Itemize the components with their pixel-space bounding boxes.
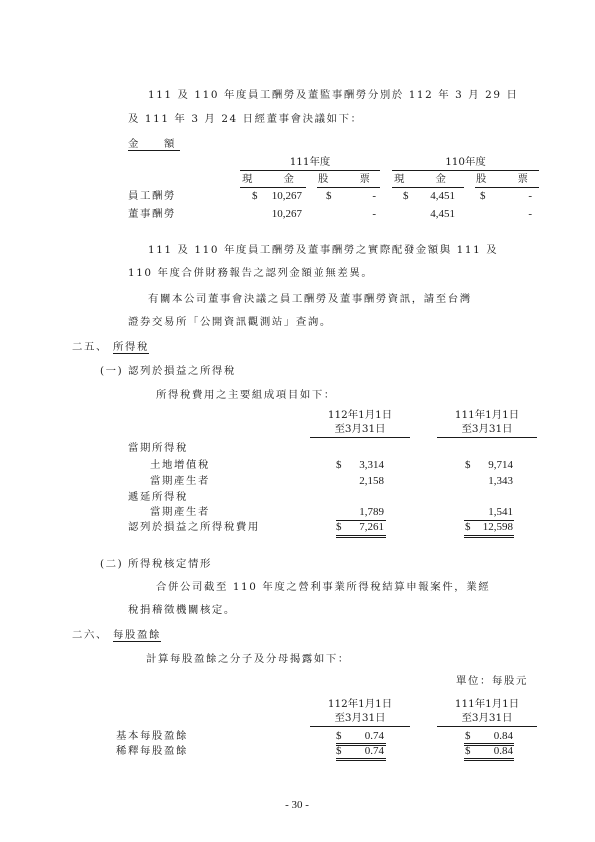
eps-col-1-line-2: 至3月31日 — [334, 712, 386, 724]
eps-diluted-double-rule-2 — [464, 758, 514, 761]
comp-year-111: 111年度 — [289, 156, 331, 168]
tax-col-2-line-2: 至3月31日 — [461, 423, 513, 435]
tax-total-112: 7,261 — [359, 521, 384, 533]
comp-year-110: 110年度 — [445, 156, 486, 168]
tax-val-112: 2,158 — [359, 475, 384, 487]
eps-diluted-double-rule-1 — [336, 758, 386, 761]
section-25-number: 二五、 — [72, 341, 108, 353]
tax-header-rule-2 — [437, 437, 537, 438]
eps-cur: $ — [336, 730, 342, 742]
sub1-title: 認列於損益之所得稅 — [128, 365, 236, 377]
comp-sub-cash-111: 現 金 — [242, 173, 294, 185]
eps-col-1-line-1: 112年1月1日 — [327, 698, 393, 710]
tax-cur: $ — [336, 521, 342, 533]
intro-line-1: 111 及 110 年度員工酬勞及董監事酬勞分別於 112 年 3 月 29 日 — [148, 89, 519, 101]
tax-val-112: 1,789 — [359, 506, 384, 518]
comp-subrule-3 — [392, 187, 464, 188]
para3-line-1: 有關本公司董事會決議之員工酬勞及董事酬勞資訊，請至台灣 — [148, 293, 472, 305]
comp-subrule-1 — [240, 187, 306, 188]
eps-row-label: 基本每股盈餘 — [116, 730, 188, 742]
eps-cur: $ — [336, 745, 342, 757]
section-26-title: 每股盈餘 — [113, 629, 161, 641]
eps-header-rule-1 — [310, 726, 410, 727]
tax-total-double-rule-1 — [336, 535, 386, 538]
tax-total-double-rule-2 — [464, 535, 514, 538]
comp-stock-111: - — [372, 190, 376, 202]
para3-line-2: 證券交易所「公開資訊觀測站」查詢。 — [128, 316, 332, 328]
tax-val-111: 9,714 — [488, 459, 513, 471]
tax-col-1-line-2: 至3月31日 — [334, 423, 386, 435]
comp-row-label: 董事酬勞 — [128, 208, 176, 220]
comp-rule-110 — [392, 170, 539, 171]
comp-subrule-4 — [475, 187, 539, 188]
tax-intro: 所得稅費用之主要組成項目如下： — [156, 389, 336, 401]
comp-sub-stock-111: 股 票 — [318, 173, 370, 185]
comp-stock-110: - — [528, 190, 532, 202]
comp-cash-110: 4,451 — [430, 208, 455, 220]
tax-col-2-line-1: 111年1月1日 — [454, 409, 520, 421]
tax-cur: $ — [336, 459, 342, 471]
tax-val-111: 1,343 — [488, 475, 513, 487]
eps-col-2-line-1: 111年1月1日 — [454, 698, 520, 710]
tax-val-112: 3,314 — [359, 459, 384, 471]
tax-row-label: 當期所得稅 — [128, 442, 188, 454]
comp-sub-stock-110: 股 票 — [476, 173, 528, 185]
tax-row-label: 遞延所得稅 — [128, 491, 188, 503]
comp-sub-cash-110: 現 金 — [394, 173, 446, 185]
eps-col-2-line-2: 至3月31日 — [461, 712, 513, 724]
comp-rule-111 — [240, 170, 380, 171]
tax-cur: $ — [465, 521, 471, 533]
tax-row-label: 當期產生者 — [150, 475, 210, 487]
tax-total-111: 12,598 — [482, 521, 513, 533]
comp-stock-111: - — [372, 208, 376, 220]
comp-subrule-2 — [317, 187, 380, 188]
tax-cur: $ — [465, 459, 471, 471]
eps-row-label: 稀釋每股盈餘 — [116, 745, 188, 757]
eps-header-rule-2 — [437, 726, 537, 727]
tax-total-label: 認列於損益之所得稅費用 — [128, 521, 260, 533]
comp-cur: $ — [252, 190, 258, 202]
comp-row-label: 員工酬勞 — [128, 190, 176, 202]
tax-row-label: 當期產生者 — [150, 506, 210, 518]
eps-unit: 單位：每股元 — [456, 675, 528, 687]
para2-line-2: 110 年度合併財務報告之認列金額並無差異。 — [128, 267, 374, 279]
comp-cur: $ — [480, 190, 486, 202]
tax-col-1-line-1: 112年1月1日 — [327, 409, 393, 421]
para4-line-1: 合併公司截至 110 年度之營利事業所得稅結算申報案件，業經 — [156, 581, 491, 593]
eps-diluted-111: 0.84 — [493, 745, 513, 757]
comp-cash-110: 4,451 — [430, 190, 455, 202]
comp-stock-110: - — [528, 208, 532, 220]
eps-diluted-112: 0.74 — [364, 745, 384, 757]
eps-basic-111: 0.84 — [493, 730, 513, 742]
comp-cur: $ — [403, 190, 409, 202]
comp-cur: $ — [326, 190, 332, 202]
eps-cur: $ — [465, 745, 471, 757]
sub2-number: (二) — [100, 558, 124, 570]
comp-cash-111: 10,267 — [271, 190, 302, 202]
eps-cur: $ — [465, 730, 471, 742]
intro-line-2: 及 111 年 3 月 24 日經董事會決議如下： — [128, 113, 363, 125]
para4-line-2: 稅捐稽徵機關核定。 — [128, 604, 236, 616]
tax-row-label: 土地增值稅 — [150, 459, 210, 471]
page-number: - 30 - — [285, 799, 309, 811]
section-26-number: 二六、 — [72, 629, 108, 641]
comp-cash-111: 10,267 — [271, 208, 302, 220]
section-25-title: 所得稅 — [113, 341, 149, 353]
tax-val-111: 1,541 — [488, 506, 513, 518]
amount-heading: 金 額 — [128, 139, 180, 151]
eps-basic-112: 0.74 — [364, 730, 384, 742]
para2-line-1: 111 及 110 年度員工酬勞及董事酬勞之實際配發金額與 111 及 — [148, 244, 499, 256]
tax-header-rule-1 — [310, 437, 410, 438]
sub1-number: (一) — [100, 365, 124, 377]
eps-intro: 計算每股盈餘之分子及分母揭露如下： — [146, 653, 350, 665]
sub2-title: 所得稅核定情形 — [128, 558, 212, 570]
